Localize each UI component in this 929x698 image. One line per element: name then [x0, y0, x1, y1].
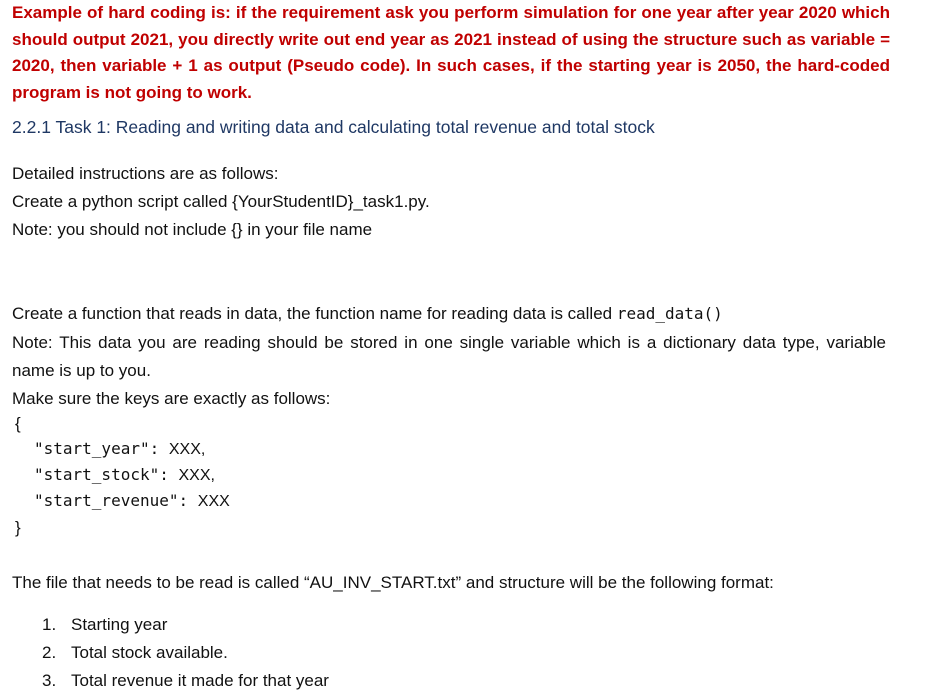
file-format-list [12, 614, 329, 698]
dict-open-brace: { [15, 414, 21, 433]
dict-entry-start-stock [34, 465, 215, 485]
hard-coding-warning: Example of hard coding is: if the requirement ask you perform simulation for one year after year 2020 which should output 2021, you directly write out end year as 2021 instead of using the structure such as variable = 2020, then variable + 1 as output (Pseudo code). In such cases, if the starting year is 2050, the hard-coded program is not going to work. [12, 3, 890, 102]
dict-value: XXX, [168, 441, 206, 458]
keys-intro: Make sure the keys are exactly as follows: [12, 389, 331, 408]
storage-note: Note: This data you are reading should be stored in one single variable which is a dictionary data type, variable name is up to you. [12, 333, 886, 380]
dict-close-brace: } [15, 518, 21, 537]
dict-key: "start_revenue": [34, 491, 198, 510]
list-item-number: 2. [42, 643, 57, 662]
dict-entry-start-year [34, 439, 205, 459]
dict-value: XXX [197, 493, 230, 510]
section-heading: 2.2.1 Task 1: Reading and writing data and calculating total revenue and total stock [12, 117, 655, 137]
dict-value: XXX, [178, 467, 215, 484]
function-name-code: read_data() [616, 304, 723, 323]
list-item-text: Total revenue it made for that year [71, 671, 329, 690]
dict-key: "start_stock": [34, 465, 179, 484]
dict-entry-start-revenue [34, 491, 230, 511]
dict-key: "start_year": [34, 439, 169, 458]
filename-note: Note: you should not include {} in your file name [12, 220, 373, 239]
list-item-text: Starting year [71, 615, 168, 634]
list-item-number: 1. [42, 615, 57, 634]
function-instruction [12, 304, 723, 324]
list-item [12, 670, 329, 698]
list-item-number: 3. [42, 671, 57, 690]
create-script-instruction: Create a python script called {YourStudentID}_task1.py. [12, 192, 430, 211]
list-item [12, 614, 329, 642]
file-description: The file that needs to be read is called “AU_INV_START.txt” and structure will be the following format: [12, 573, 774, 592]
function-instruction-text: Create a function that reads in data, the function name for reading data is called [12, 304, 617, 323]
instructions-intro: Detailed instructions are as follows: [12, 164, 279, 183]
list-item [12, 642, 329, 670]
list-item-text: Total stock available. [71, 643, 228, 662]
